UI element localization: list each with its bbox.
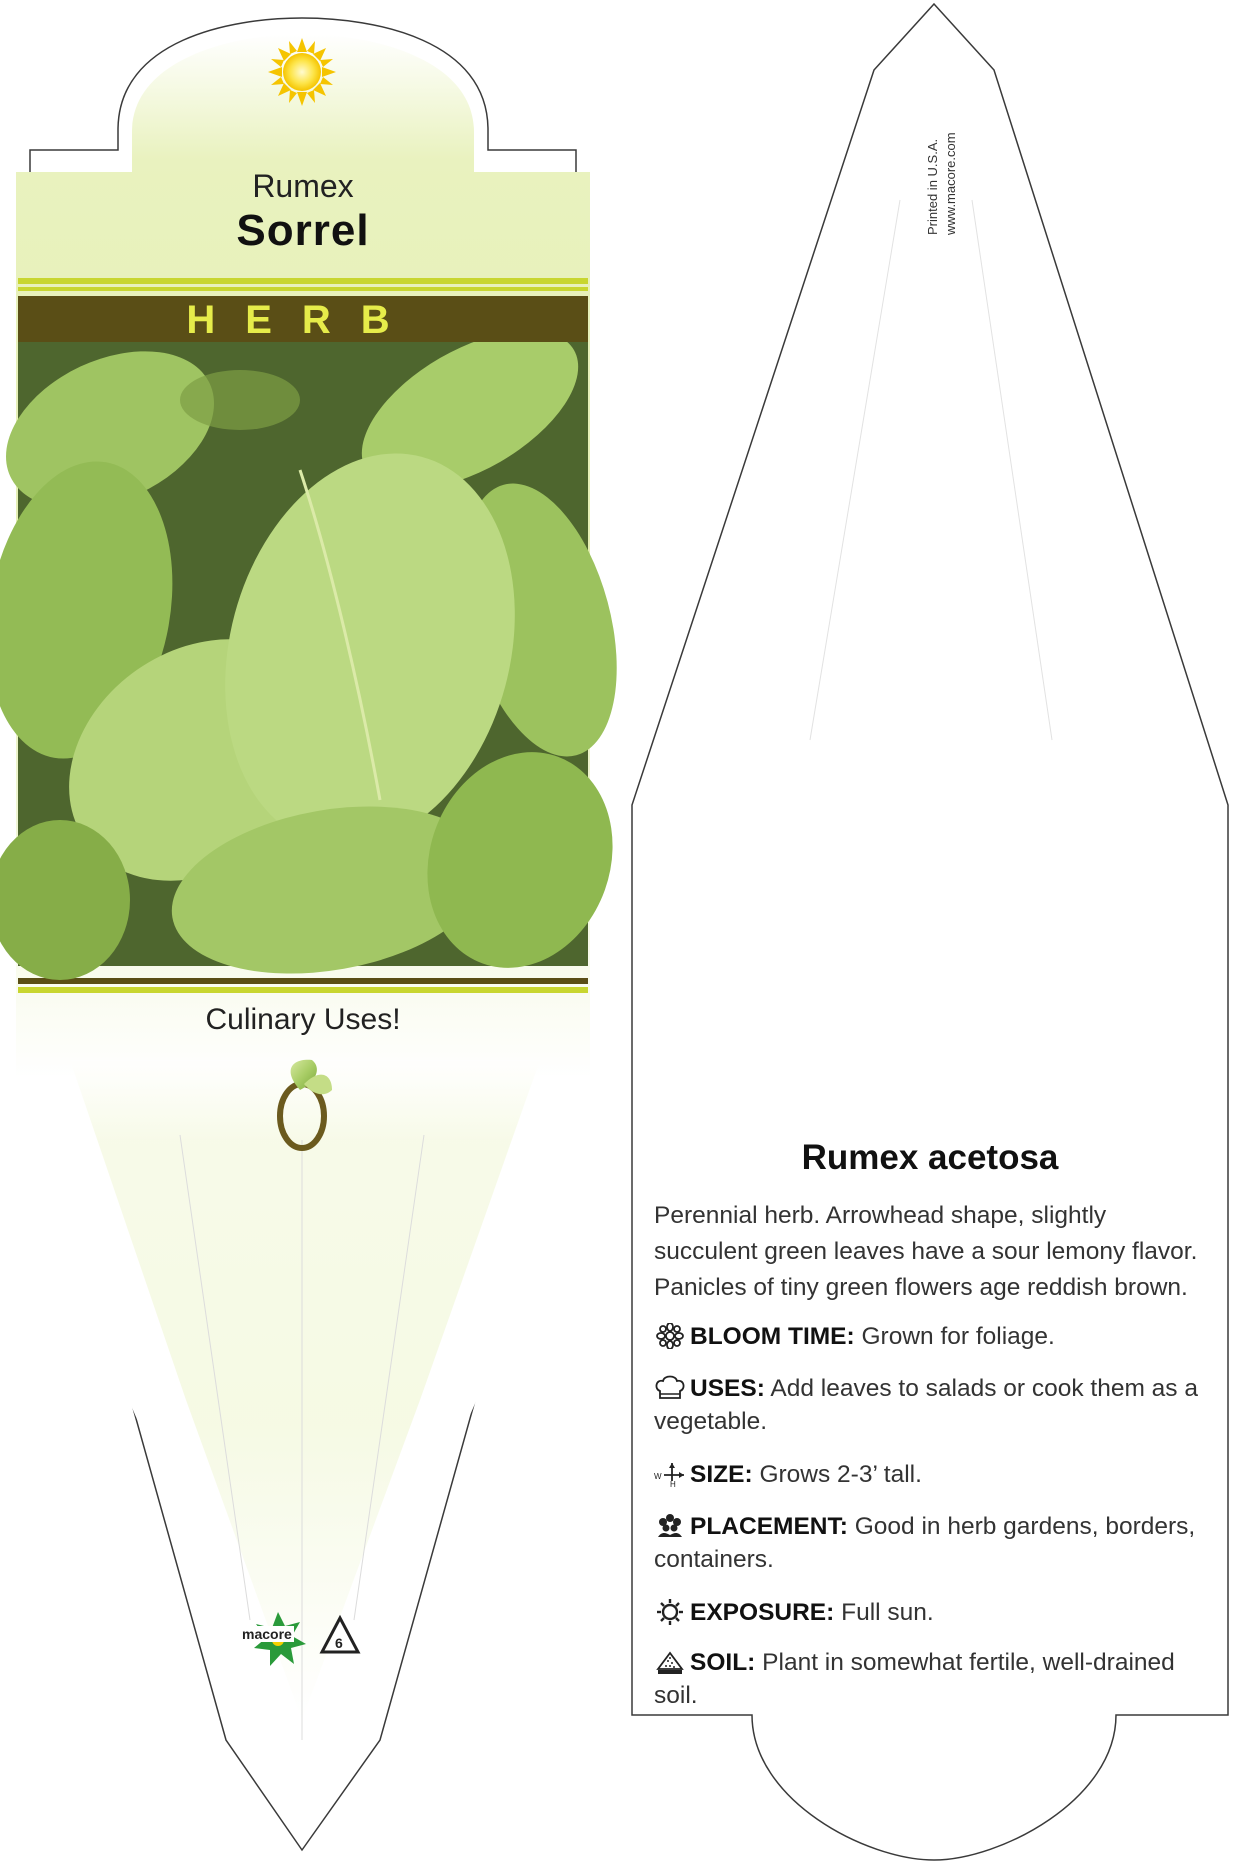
recycle-number: 6 <box>335 1635 343 1651</box>
stripe-top-2 <box>18 287 588 291</box>
sun-icon <box>268 38 336 106</box>
svg-text:H: H <box>670 1480 676 1487</box>
placement-icon <box>654 1513 686 1539</box>
spec-soil <box>654 1646 1214 1712</box>
macore-logo-text: macore <box>242 1626 292 1642</box>
spec-value: Grown for foliage. <box>861 1323 1055 1350</box>
spec-label: BLOOM TIME: <box>690 1323 855 1350</box>
botanical-name: Rumex acetosa <box>801 1138 1059 1177</box>
soil-icon <box>654 1649 686 1675</box>
spec-placement <box>654 1510 1214 1576</box>
spec-label: SOIL: <box>690 1649 756 1676</box>
stripe-top-1 <box>18 278 588 284</box>
svg-text:W: W <box>654 1472 662 1481</box>
stripe-bottom-lime <box>18 987 588 993</box>
category-label: HERB <box>186 298 420 342</box>
spec-value: Good in herb gardens, borders, containers. <box>654 1513 1196 1573</box>
front-genus: Rumex <box>252 168 354 204</box>
sun-outline-icon <box>654 1599 686 1625</box>
spec-value: Add leaves to salads or cook them as a vegetable. <box>654 1375 1198 1435</box>
spec-uses <box>654 1372 1214 1438</box>
front-tagline: Culinary Uses! <box>205 1003 401 1036</box>
spec-value: Plant in somewhat fertile, well-drained soil. <box>654 1649 1175 1709</box>
printed-in: Printed in U.S.A. <box>925 138 940 235</box>
website: www.macore.com <box>943 132 958 235</box>
spec-value: Grows 2-3’ tall. <box>759 1461 922 1488</box>
flower-icon <box>654 1323 686 1349</box>
spec-exposure <box>654 1596 1214 1629</box>
spec-label: PLACEMENT: <box>690 1513 848 1540</box>
spec-label: USES: <box>690 1375 765 1402</box>
front-common-name: Sorrel <box>236 206 370 255</box>
spec-label: SIZE: <box>690 1461 753 1488</box>
plant-description: Perennial herb. Arrowhead shape, slightly succulent green leaves have a sour lemony flavor. Panicles of tiny green flowers age reddish brown. <box>654 1202 1198 1301</box>
stripe-bottom-brown <box>18 978 588 984</box>
back-tag <box>632 4 1228 1860</box>
spec-bloom-time <box>654 1320 1214 1353</box>
spec-label: EXPOSURE: <box>690 1599 835 1626</box>
chef-hat-icon <box>654 1375 686 1401</box>
spec-size <box>654 1458 1214 1491</box>
spec-value: Full sun. <box>841 1599 934 1626</box>
size-icon <box>654 1461 686 1487</box>
printed-block <box>914 95 1014 245</box>
plant-photo <box>0 298 644 997</box>
